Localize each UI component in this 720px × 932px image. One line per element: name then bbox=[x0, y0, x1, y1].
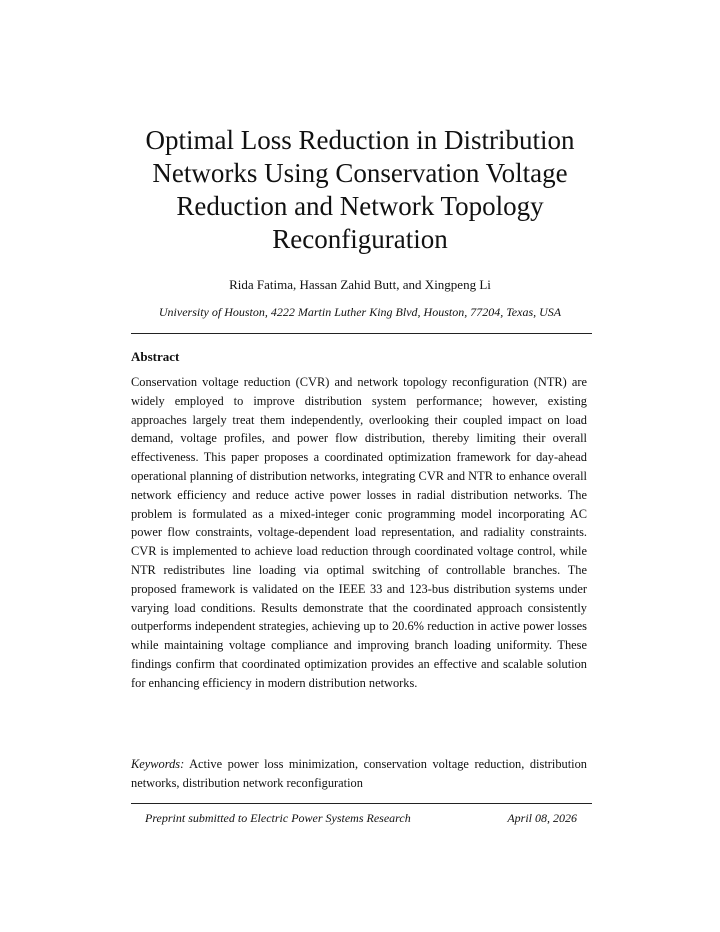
keywords-paragraph bbox=[131, 755, 587, 793]
author-list: Rida Fatima, Hassan Zahid Butt, and Xingpeng Li bbox=[229, 277, 491, 292]
preprint-note: Preprint submitted to Electric Power Systems Research bbox=[145, 811, 411, 825]
abstract-text: Conservation voltage reduction (CVR) and network topology reconfiguration (NTR) are widely employed to improve distribution system performance; however, existing approaches largely treat them independently, overlooking their coupled impact on load demand, voltage profiles, and power flow distribution, thereby limiting their overall effectiveness. This paper proposes a coordinated optimization framework for day-ahead operational planning of distribution networks, integrating CVR and NTR to enhance overall network efficiency and reduce active power losses in radial distribution networks. The problem is formulated as a mixed-integer conic programming model incorporating AC power flow constraints, voltage-dependent load representation, and radiality constraints. CVR is implemented to achieve load reduction through coordinated voltage control, while NTR redistributes line loading via optimal switching of controllable branches. The proposed framework is validated on the IEEE 33 and 123-bus distribution systems under varying load conditions. Results demonstrate that the coordinated approach consistently outperforms independent strategies, achieving up to 20.6% reduction in active power losses while maintaining voltage compliance and improving branch loading uniformity. These findings confirm that coordinated optimization provides an effective and scalable solution for enhancing efficiency in modern distribution networks. bbox=[131, 375, 587, 690]
author-affiliation: University of Houston, 4222 Martin Luther King Blvd, Houston, 77204, Texas, USA bbox=[158, 305, 562, 319]
keywords-label: Keywords: bbox=[131, 757, 185, 771]
footer-divider bbox=[131, 803, 592, 804]
header-divider bbox=[131, 333, 592, 334]
paper-title: Optimal Loss Reduction in Distribution Networks Using Conservation Voltage Reduction and Network Topology Reconfiguration bbox=[145, 125, 575, 254]
abstract-heading: Abstract bbox=[131, 349, 180, 364]
keywords-text: Active power loss minimization, conservation voltage reduction, distribution networks, distribution network reconfiguration bbox=[131, 757, 587, 790]
submission-date: April 08, 2026 bbox=[507, 811, 577, 825]
